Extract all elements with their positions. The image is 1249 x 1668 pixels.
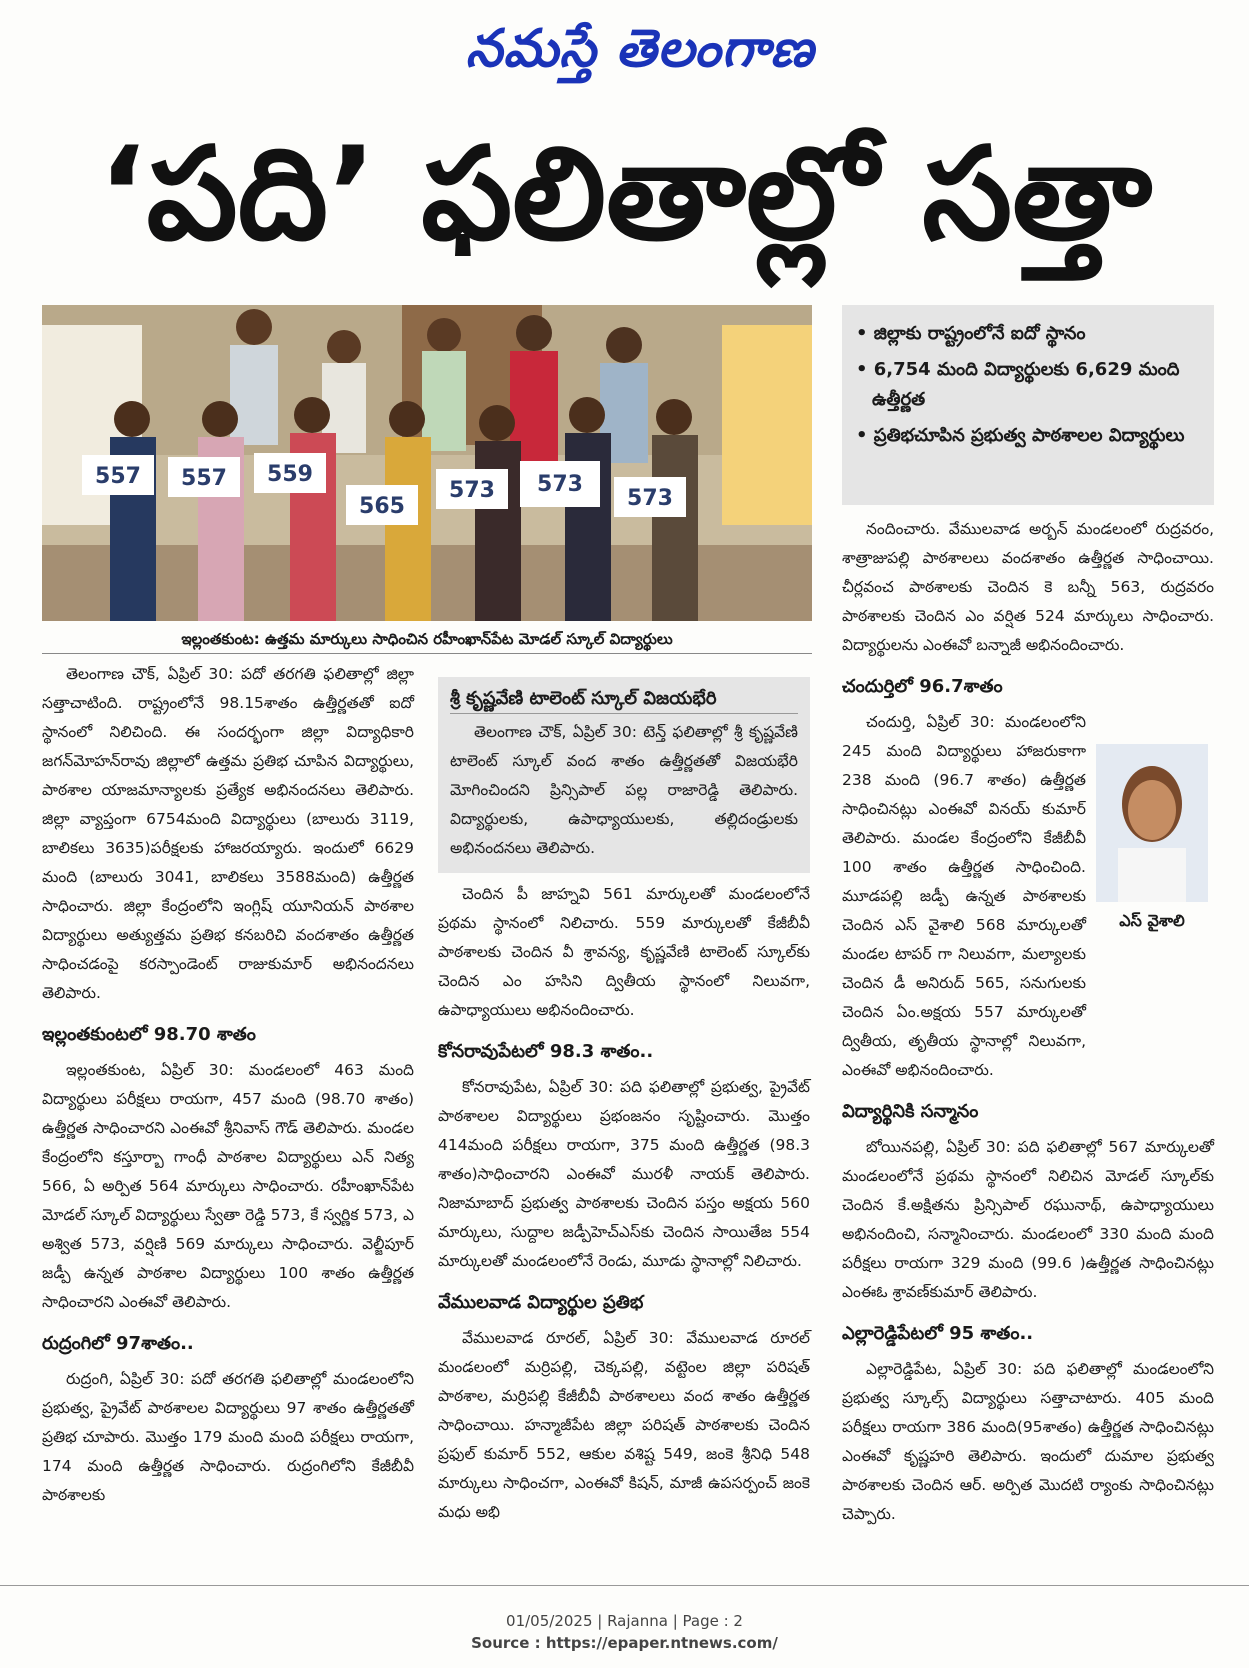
subheading-yellareddypet: ఎల్లారెడ్డిపేటలో 95 శాతం.. (842, 1323, 1034, 1344)
score-card-5: 573 (449, 478, 495, 503)
column-1 (42, 660, 414, 1510)
score-card-2: 557 (181, 466, 227, 491)
continuation-paragraph: చెందిన పీ జాహ్నవి 561 మార్కులతో మండలంలోనే ప్రథమ స్థానంలో నిలిచారు. 559 మార్కులతో కేజీబీవీ పాఠశాలకు చెందిన వీ శ్రావన్య, కృష్ణవేణి టాలెంట్ స్కూల్‌కు చెందిన ఎం హసిని ద్వితీయ స్థానంలో నిలువగా, ఉపాధ్యాయులు అభినందించారు. (438, 885, 810, 1019)
students-photo (42, 305, 812, 621)
paragraph-honour: బోయినపల్లి, ఏప్రిల్ 30: పది ఫలితాల్లో 567 మార్కులతో మండలంలోనే ప్రథమ స్థానంలో నిలిచిన మోడల్ స్కూల్‌కు చెందిన కే.అక్షితను ప్రిన్సిపాల్ రఘునాథ్, ఉపాధ్యాయులు అభినందించి, సన్మానించారు. మండలంలో 330 మంది మంది పరీక్షలు రాయగా 329 మంది (99.6 )ఉత్తీర్ణత సాధించినట్లు ఎంఈఓ శ్రావణ్‌కుమార్ తెలిపారు. (842, 1138, 1214, 1301)
highlight-item: • 6,754 మంది విద్యార్థులకు 6,629 మంది ఉత్తీర్ణత (856, 359, 1180, 410)
score-card-7: 573 (627, 486, 673, 511)
score-card-1: 557 (95, 464, 141, 489)
continuation-paragraph: నందించారు. వేములవాడ అర్బన్ మండలంలో రుద్రవరం, శాత్రాజుపల్లి పాఠశాలలు వందశాతం ఉత్తీర్ణత సాధించాయి. చీర్లవంచ పాఠశాలకు చెందిన కె బన్నీ 563, రుద్రవరం పాఠశాలకు చెందిన ఎం వర్షిత 524 మార్కులు సాధించారు. విద్యార్థులను ఎంఈవో బన్నాజీ అభినందించారు. (842, 520, 1214, 654)
paragraph-chandurthi: చందుర్తి, ఏప్రిల్ 30: మండలంలోని 245 మంది విద్యార్థులు హాజరుకాగా 238 మంది (96.7 శాతం) ఉత్తీర్ణత సాధించినట్లు ఎంఈవో వినయ్ కుమార్ తెలిపారు. మండల కేంద్రంలోని కేజీబీవీ 100 శాతం ఉత్తీర్ణత సాధించింది. మూడపల్లి జడ్పీ ఉన్నత పాఠశాలకు చెందిన ఎస్ వైశాలి 568 మార్కులతో మండల టాపర్ గా నిలువగా, మల్యాలకు చెందిన డీ అనిరుద్ 565, సనుగులకు చెందిన ఏం.అక్షయ 557 మార్కులతో ద్వితీయ, తృతీయ స్థానాల్లో నిలువగా, ఎంఈవో అభినందించారు. (842, 713, 1086, 1079)
portrait-caption: ఎస్ వైశాలి (1119, 911, 1185, 930)
footer-date-line: 01/05/2025 | Rajanna | Page : 2 (506, 1612, 743, 1630)
page-footer (0, 1610, 1249, 1654)
highlight-item: • ప్రతిభచూపిన ప్రభుత్వ పాఠశాలల విద్యార్థులు (856, 425, 1185, 446)
page-headline: ‘పది’ ఫలితాల్లో సత్తా (98, 120, 1152, 269)
subheading-chandurthi: చందుర్తిలో 96.7శాతం (842, 676, 1003, 697)
newspaper-masthead: నమస్తే తెలంగాణ (465, 18, 815, 79)
footer-divider (0, 1585, 1249, 1586)
paragraph-konaraopet: కోనరావుపేట, ఏప్రిల్ 30: పది ఫలితాల్లో ప్రభుత్వ, ప్రైవేట్ పాఠశాలల విద్యార్థులు ప్రభంజనం సృష్టించారు. మొత్తం 414మంది పరీక్షలు రాయగా, 375 మంది ఉత్తీర్ణత (98.3 శాతం)సాధించారని ఎంఈవో మురళీ నాయక్ తెలిపారు. నిజామాబాద్ ప్రభుత్వ పాఠశాలకు చెందిన పస్తం అక్షయ 560 మార్కులు, సుద్దాల జడ్పీహెచ్‌ఎస్‌కు చెందిన సాయితేజ 554 మార్కులతో మండలంలోనే రెండు, మూడు స్థానాల్లో నిలిచారు. (438, 1078, 810, 1270)
intro-paragraph: తెలంగాణ చౌక్, ఏప్రిల్ 30: పదో తరగతి ఫలితాల్లో జిల్లా సత్తాచాటింది. రాష్ట్రంలోనే 98.15శాతం ఉత్తీర్ణతతో ఐదో స్థానంలో నిలిచింది. ఈ సందర్భంగా జిల్లా విద్యాధికారి జగన్‌మోహన్‌రావు జిల్లాలో ఉత్తమ ప్రతిభ చూపిన విద్యార్థులు, పాఠశాల యాజమాన్యాలకు ప్రత్యేక అభినందనలు తెలిపారు. జిల్లా వ్యాప్తంగా 6754మంది విద్యార్థులు (బాలురు 3119, బాలికలు 3635)పరీక్షలకు హాజరయ్యారు. ఇందులో 6629 మంది (బాలురు 3041, బాలికలు 3588మంది) ఉత్తీర్ణత సాధించారు. జిల్లా కేంద్రంలోని ఇంగ్లిష్ యూనియన్ పాఠశాల విద్యార్థులు అత్యుత్తమ ప్రతిభ కనబరిచి వందశాతం ఉత్తీర్ణత సాధించడంపై కరస్పాండెంట్ రాజుకుమార్ అభినందనలు తెలిపారు. (42, 665, 414, 1002)
paragraph-vemulawada: వేములవాడ రూరల్, ఏప్రిల్ 30: వేములవాడ రూరల్ మండలంలో మర్రిపల్లి, చెక్కపల్లి, వట్టెంల జిల్లా పరిషత్ పాఠశాల, మర్రిపల్లి కేజీబీవీ పాఠశాలలు వంద శాతం ఉత్తీర్ణత సాధించాయి. హన్మాజీపేట జిల్లా పరిషత్ పాఠశాలకు చెందిన ప్రఫుల్ కుమార్ 552, ఆకుల వశిష్ట 549, జంకె శ్రీనిధి 548 మార్కులు సాధించగా, ఎంఈవో కిషన్, మాజీ ఉపసర్పంచ్ జంకె మధు అభి (438, 1329, 810, 1521)
paragraph-yellareddypet: ఎల్లారెడ్డిపేట, ఏప్రిల్ 30: పది ఫలితాల్లో మండలంలోని ప్రభుత్వ స్కూల్స్ విద్యార్థులు సత్తాచాటారు. 405 మంది పరీక్షలు రాయగా 386 మంది(95శాతం) ఉత్తీర్ణత సాధించినట్లు ఎంఈవో కృష్ణహరి తెలిపారు. ఇందులో దుమాల ప్రభుత్వ పాఠశాలకు చెందిన ఆర్. అర్పిత మొదటి ర్యాంకు సాధించినట్లు చెప్పారు. (842, 1360, 1214, 1523)
score-card-6: 573 (537, 472, 583, 497)
score-card-3: 559 (267, 462, 313, 487)
paragraph-illanthakunta: ఇల్లంతకుంట, ఏప్రిల్ 30: మండలంలో 463 మంది విద్యార్థులు పరీక్షలు రాయగా, 457 మంది (98.70 శాతం) ఉత్తీర్ణత సాధించారని ఎంఈవో శ్రీనివాస్ గౌడ్ తెలిపారు. మండల కేంద్రంలోని కస్తూర్బా గాంధీ పాఠశాల విద్యార్థులు ఎన్ నిత్య 566, ఏ అర్పిత 564 మార్కులు సాధించారు. రహీంఖాన్‌పేట మోడల్ స్కూల్ విద్యార్థులు స్వేతా రెడ్డి 573, కే స్వర్ణిక 573, ఎ అశ్విత 573, వర్షిణి 569 మార్కులు సాధించారు. వెల్జీపూర్ జడ్పీ ఉన్నత పాఠశాల విద్యార్థులు 100 శాతం ఉత్తీర్ణత సాధించారని ఎంఈవో తెలిపారు. (42, 1061, 414, 1311)
column-2 (438, 880, 810, 1527)
subheading-illanthakunta: ఇల్లంతకుంటలో 98.70 శాతం (42, 1024, 256, 1045)
box-text: తెలంగాణ చౌక్, ఏప్రిల్ 30: టెన్త్ ఫలితాల్లో శ్రీ కృష్ణవేణి టాలెంట్ స్కూల్ వంద శాతం ఉత్తీర్ణతతో విజయభేరి మోగించిందని ప్రిన్సిపాల్ పల్ల రాజారెడ్డి తెలిపారు. విద్యార్థులకు, ఉపాధ్యాయులకు, తల్లిదండ్రులకు అభినందనలు తెలిపారు. (450, 723, 798, 857)
student-portrait (1096, 744, 1208, 902)
highlight-item: • జిల్లాకు రాష్ట్రంలోనే ఐదో స్థానం (856, 323, 1086, 344)
paragraph-rudrangi: రుద్రంగి, ఏప్రిల్ 30: పదో తరగతి ఫలితాల్లో మండలంలోని ప్రభుత్వ, ప్రైవేట్ పాఠశాలల విద్యార్థులు 97 శాతం ఉత్తీర్ణతతో ప్రతిభ చూపారు. మొత్తం 179 మంది మంది పరీక్షలు రాయగా, 174 మంది ఉత్తీర్ణత సాధించారు. రుద్రంగిలోని కేజీబీవీ పాఠశాలకు (42, 1370, 414, 1504)
subheading-konaraopet: కోనరావుపేటలో 98.3 శాతం.. (438, 1041, 654, 1062)
highlights-box (842, 305, 1214, 505)
footer-source-line: Source : https://epaper.ntnews.com/ (471, 1634, 778, 1652)
photo-caption: ఇల్లంతకుంట: ఉత్తమ మార్కులు సాధించిన రహీంఖాన్‌పేట మోడల్ స్కూల్ విద్యార్థులు (42, 625, 812, 654)
score-card-4: 565 (359, 494, 405, 519)
subheading-vemulawada: వేములవాడ విద్యార్థుల ప్రతిభ (438, 1292, 644, 1313)
column-3 (842, 515, 1214, 1529)
box-title: శ్రీ కృష్ణవేణి టాలెంట్ స్కూల్ విజయభేరి (450, 685, 798, 714)
krishnaveni-box (438, 677, 810, 873)
subheading-honour: విద్యార్థినికి సన్మానం (842, 1101, 979, 1122)
subheading-rudrangi: రుద్రంగిలో 97శాతం.. (42, 1333, 194, 1354)
